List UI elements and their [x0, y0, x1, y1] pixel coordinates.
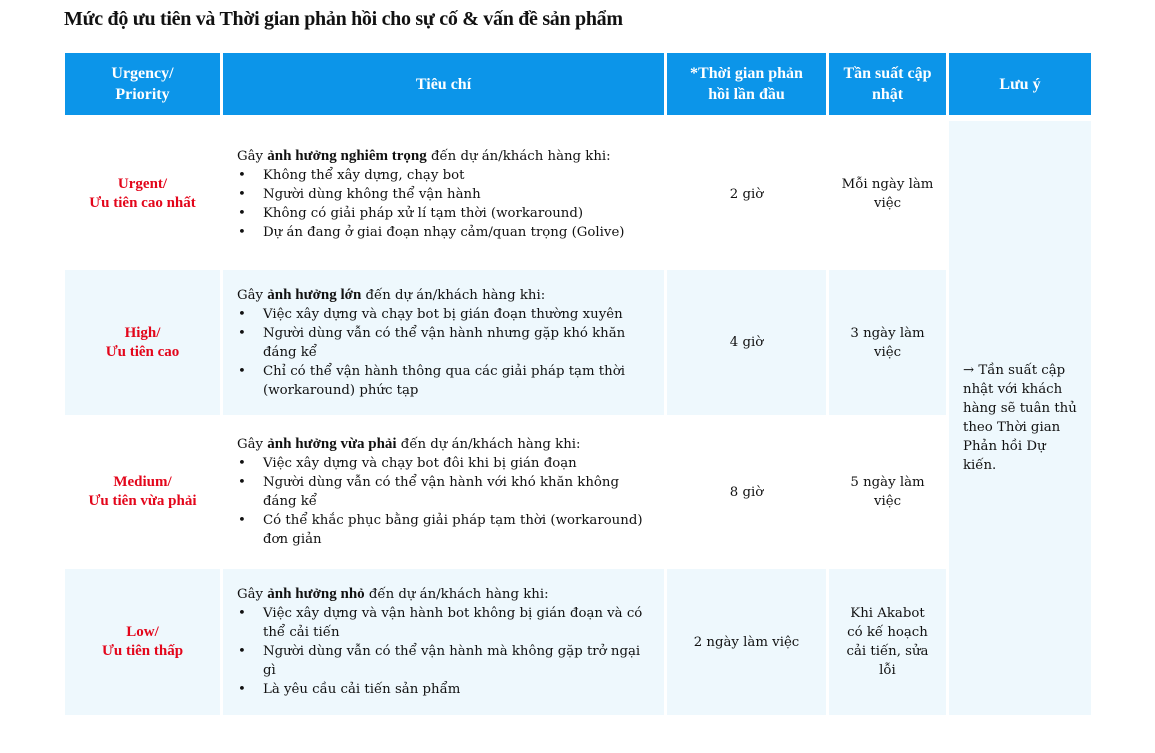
- header-priority: [65, 53, 220, 115]
- priority-label-en: Low/: [126, 624, 159, 640]
- criteria-intro: Gây ảnh hưởng lớn đến dự án/khách hàng khi:: [237, 286, 546, 303]
- header-response-line1: *Thời gian phản: [690, 65, 803, 82]
- criteria-low: [223, 569, 664, 715]
- header-frequency-line1: Tần suất cập: [843, 65, 932, 82]
- list-item: • Dự án đang ở giai đoạn nhạy cảm/quan trọng (Golive): [237, 223, 656, 242]
- note-cell: [949, 121, 1091, 715]
- list-item: • Chỉ có thể vận hành thông qua các giải pháp tạm thời (workaround) phức tạp: [237, 362, 643, 400]
- priority-label-vi: Ưu tiên thấp: [101, 643, 184, 659]
- criteria-high: [223, 270, 664, 415]
- criteria-intro: Gây ảnh hưởng nhỏ đến dự án/khách hàng khi:: [237, 586, 549, 602]
- header-priority-line1: Urgency/: [111, 65, 174, 82]
- frequency-urgent: Mỗi ngày làm việc: [829, 121, 946, 267]
- list-item: • Không có giải pháp xử lí tạm thời (workaround): [237, 204, 656, 223]
- note-text: → Tần suất cập nhật với khách hàng sẽ tuân thủ theo Thời gian Phản hồi Dự kiến.: [963, 363, 1077, 473]
- impact-level: ảnh hưởng nhỏ: [267, 586, 365, 602]
- frequency-medium: 5 ngày làm việc: [829, 418, 946, 566]
- list-item: • Việc xây dựng và vận hành bot không bị gián đoạn và có thể cải tiến: [237, 604, 643, 642]
- priority-label-vi: Ưu tiên cao: [105, 343, 180, 360]
- list-item: • Người dùng vẫn có thể vận hành mà không gặp trở ngại gì: [237, 642, 656, 680]
- criteria-urgent: [223, 121, 664, 267]
- criteria-list: [237, 305, 656, 400]
- impact-level: ảnh hưởng nghiêm trọng: [267, 147, 427, 164]
- criteria-intro: Gây ảnh hưởng nghiêm trọng đến dự án/khách hàng khi:: [237, 147, 611, 164]
- list-item: • Người dùng vẫn có thể vận hành nhưng gặp khó khăn đáng kể: [237, 324, 643, 362]
- response-time-medium: 8 giờ: [667, 418, 826, 566]
- priority-medium: [65, 418, 220, 566]
- priority-label-en: Urgent/: [117, 176, 168, 192]
- frequency-high: 3 ngày làm việc: [829, 270, 946, 415]
- list-item: • Người dùng không thể vận hành: [237, 185, 656, 204]
- criteria-list: [237, 454, 656, 549]
- priority-label-en: High/: [124, 324, 161, 341]
- criteria-list: [237, 166, 656, 242]
- priority-low: [65, 569, 220, 715]
- response-time-urgent: 2 giờ: [667, 121, 826, 267]
- impact-level: ảnh hưởng vừa phải: [267, 436, 397, 452]
- priority-high: [65, 270, 220, 415]
- priority-label-vi: Ưu tiên vừa phải: [88, 493, 197, 509]
- priority-label-vi: Ưu tiên cao nhất: [89, 195, 196, 211]
- priority-urgent: [65, 121, 220, 267]
- criteria-intro: Gây ảnh hưởng vừa phải đến dự án/khách hàng khi:: [237, 436, 581, 452]
- frequency-low: Khi Akabot có kế hoạch cải tiến, sửa lỗi: [829, 569, 946, 715]
- header-frequency-line2: nhật: [871, 86, 904, 103]
- list-item: • Việc xây dựng và chạy bot đôi khi bị gián đoạn: [237, 454, 656, 473]
- list-item: • Người dùng vẫn có thể vận hành với khó khăn không đáng kể: [237, 473, 656, 511]
- page-title: Mức độ ưu tiên và Thời gian phản hồi cho sự cố & vấn đề sản phẩm: [64, 8, 623, 30]
- list-item: • Không thể xây dựng, chạy bot: [237, 166, 656, 185]
- criteria-medium: [223, 418, 664, 566]
- header-criteria: Tiêu chí: [223, 53, 664, 115]
- criteria-list: [237, 604, 656, 699]
- header-update-frequency: [829, 53, 946, 115]
- header-response-time: [667, 53, 826, 115]
- list-item: • Có thể khắc phục bằng giải pháp tạm thời (workaround) đơn giản: [237, 511, 643, 549]
- response-time-low: 2 ngày làm việc: [667, 569, 826, 715]
- priority-label-en: Medium/: [113, 474, 172, 490]
- list-item: • Là yêu cầu cải tiến sản phẩm: [237, 680, 656, 699]
- list-item: • Việc xây dựng và chạy bot bị gián đoạn thường xuyên: [237, 305, 656, 324]
- impact-level: ảnh hưởng lớn: [267, 286, 362, 303]
- header-priority-line2: Priority: [115, 86, 170, 103]
- header-note: Lưu ý: [949, 53, 1091, 115]
- response-time-high: 4 giờ: [667, 270, 826, 415]
- header-response-line2: hồi lần đầu: [708, 86, 785, 103]
